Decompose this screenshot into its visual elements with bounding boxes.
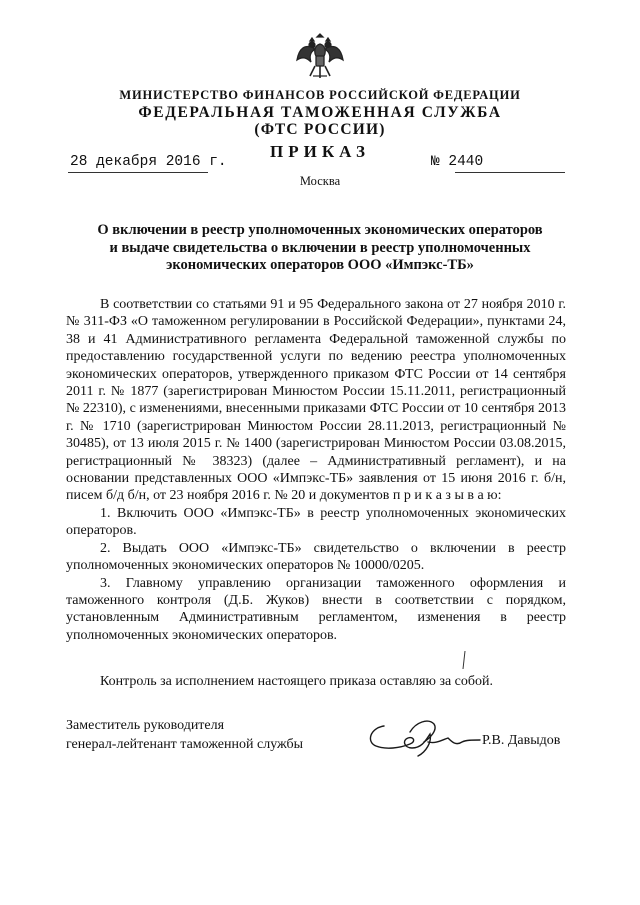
- preamble-paragraph: В соответствии со статьями 91 и 95 Федерального закона от 27 ноября 2010 г. № 311-ФЗ «О таможенном регулировании в Российской Федерации», пунктами 24, 38 и 41 Административного регламента Федеральной таможенной службы по предоставлению государственной услуги по ведению реестра уполномоченных экономических операторов, утвержденного приказом ФТС России от 14 сентября 2011 г. № 1877 (зарегистрирован Минюстом России 15.11.2011, регистрационный № 22310), с изменениями, внесенными приказами ФТС России от 10 сентября 2013 г. № 1710 (зарегистрирован Минюстом России 28.11.2013, регистрационный № 30485), от 13 июля 2015 г. № 1400 (зарегистрирован Минюстом России 03.08.2015, регистрационный № 38323) (далее – Административный регламент), и на основании представленных ООО «Импэкс-ТБ» заявления от 15 июня 2016 г. б/н, писем б/д б/н, от 23 ноября 2016 г. № 20 и документов п р и к а з ы в а ю:: [66, 297, 566, 504]
- number-underline: [455, 172, 565, 173]
- subject-line: экономических операторов ООО «Импэкс-ТБ»: [166, 257, 474, 273]
- signatory-name: Р.В. Давыдов: [482, 733, 561, 748]
- service-name: ФЕДЕРАЛЬНАЯ ТАМОЖЕННАЯ СЛУЖБА: [138, 104, 502, 121]
- coat-of-arms-icon: [295, 30, 345, 86]
- order-item-1: 1. Включить ООО «Импэкс-ТБ» в реестр уполномоченных экономических операторов.: [66, 505, 566, 539]
- control-paragraph: Контроль за исполнением настоящего приказа оставляю за собой.: [100, 674, 494, 690]
- subject-line: и выдаче свидетельства о включении в реестр уполномоченных: [109, 239, 531, 256]
- service-abbreviation: (ФТС РОССИИ): [254, 121, 386, 138]
- order-item-3: 3. Главному управлению организации таможенного оформления и таможенного контроля (Д.Б. Жуков) внести в соответствии с порядком, установленным Административным регламентом, изменения в реестр уполномоченных экономических операторов.: [66, 575, 566, 643]
- order-body: [66, 296, 566, 691]
- signatory-position: [66, 716, 303, 754]
- document-type: ПРИКАЗ: [270, 142, 370, 161]
- position-line: Заместитель руководителя: [66, 718, 225, 733]
- order-date: 28 декабря 2016 г.: [70, 154, 227, 170]
- issue-city: Москва: [299, 174, 341, 188]
- order-number: № 2440: [431, 154, 484, 170]
- order-item-2: 2. Выдать ООО «Импэкс-ТБ» свидетельство о включении в реестр уполномоченных экономических операторов № 10000/0205.: [66, 540, 566, 574]
- subject-line: О включении в реестр уполномоченных экономических операторов: [97, 222, 543, 238]
- ministry-name: МИНИСТЕРСТВО ФИНАНСОВ РОССИЙСКОЙ ФЕДЕРАЦИИ: [119, 88, 521, 102]
- date-underline: [68, 172, 208, 173]
- signature-icon: [364, 712, 484, 758]
- margin-mark-icon: [461, 650, 467, 670]
- order-subject: [70, 222, 570, 275]
- position-line: генерал-лейтенант таможенной службы: [66, 737, 304, 752]
